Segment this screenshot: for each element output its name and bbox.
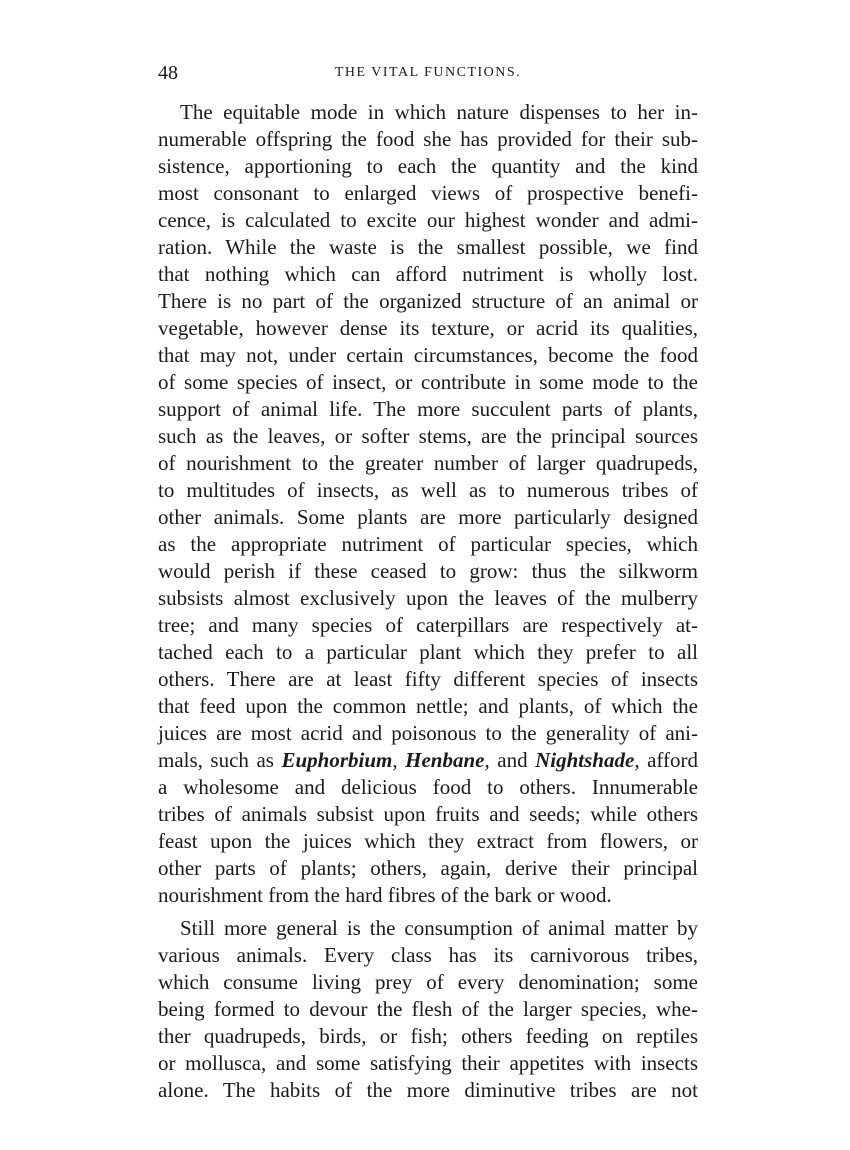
text-span: , afford [634, 748, 699, 772]
text-line: as the appropriate nutriment of particular species, which [158, 532, 698, 556]
text-line: tribes of animals subsist upon fruits and seeds; while others [158, 802, 698, 826]
running-head: THE VITAL FUNCTIONS. [334, 65, 522, 80]
text-line: to multitudes of insects, as well as to numerous tribes of [158, 478, 698, 502]
text-line: others. There are at least fifty different species of insects [158, 667, 698, 691]
italic-term-euphorbium: Euphorbium [281, 748, 393, 772]
text-line: The equitable mode in which nature dispenses to her in- [180, 100, 698, 124]
text-line: that nothing which can afford nutriment is wholly lost. [158, 262, 698, 286]
text-line-with-italics [158, 747, 698, 774]
text-line: which consume living prey of every denomination; some [158, 970, 698, 994]
text-line: a wholesome and delicious food to others. Innumerable [158, 775, 698, 799]
text-line: sistence, apportioning to each the quantity and the kind [158, 154, 698, 178]
text-line: numerable offspring the food she has provided for their sub- [158, 127, 698, 151]
text-line: tree; and many species of caterpillars are respectively at- [158, 613, 698, 637]
text-line: most consonant to enlarged views of prospective benefi- [158, 181, 698, 205]
text-line: ration. While the waste is the smallest possible, we find [158, 235, 698, 259]
text-line: There is no part of the organized structure of an animal or [158, 289, 698, 313]
text-line: would perish if these ceased to grow: thus the silkworm [158, 559, 698, 583]
page-number: 48 [158, 62, 178, 84]
italic-term-nightshade: Nightshade [535, 748, 635, 772]
text-line: nourishment from the hard fibres of the bark or wood. [158, 883, 612, 907]
text-span: , and [484, 748, 536, 772]
text-line: tached each to a particular plant which they prefer to all [158, 640, 698, 664]
text-line: feast upon the juices which they extract from flowers, or [158, 829, 698, 853]
text-line: being formed to devour the flesh of the larger species, whe- [158, 997, 698, 1021]
text-line: juices are most acrid and poisonous to the generality of ani- [158, 721, 698, 745]
paragraph-1 [158, 99, 698, 909]
page-header [158, 62, 698, 86]
text-span: , [392, 748, 406, 772]
paragraph-2 [158, 915, 698, 1104]
text-line: other animals. Some plants are more particularly designed [158, 505, 698, 529]
text-line: support of animal life. The more succulent parts of plants, [158, 397, 698, 421]
text-line: subsists almost exclusively upon the leaves of the mulberry [158, 586, 698, 610]
text-line: of some species of insect, or contribute in some mode to the [158, 370, 698, 394]
text-line: of nourishment to the greater number of larger quadrupeds, [158, 451, 698, 475]
text-line: that may not, under certain circumstances, become the food [158, 343, 698, 367]
text-line: alone. The habits of the more diminutive tribes are not [158, 1078, 698, 1102]
text-span: mals, such as [158, 748, 282, 772]
text-line: various animals. Every class has its carnivorous tribes, [158, 943, 698, 967]
text-line: or mollusca, and some satisfying their appetites with insects [158, 1051, 698, 1075]
text-line: such as the leaves, or softer stems, are the principal sources [158, 424, 698, 448]
text-line: ther quadrupeds, birds, or fish; others feeding on reptiles [158, 1024, 698, 1048]
text-line: other parts of plants; others, again, derive their principal [158, 856, 698, 880]
body-text [158, 99, 698, 1104]
text-line: Still more general is the consumption of animal matter by [180, 916, 698, 940]
text-line: cence, is calculated to excite our highest wonder and admi- [158, 208, 698, 232]
text-line: that feed upon the common nettle; and plants, of which the [158, 694, 698, 718]
italic-term-henbane: Henbane [405, 748, 485, 772]
text-line: vegetable, however dense its texture, or acrid its qualities, [158, 316, 698, 340]
